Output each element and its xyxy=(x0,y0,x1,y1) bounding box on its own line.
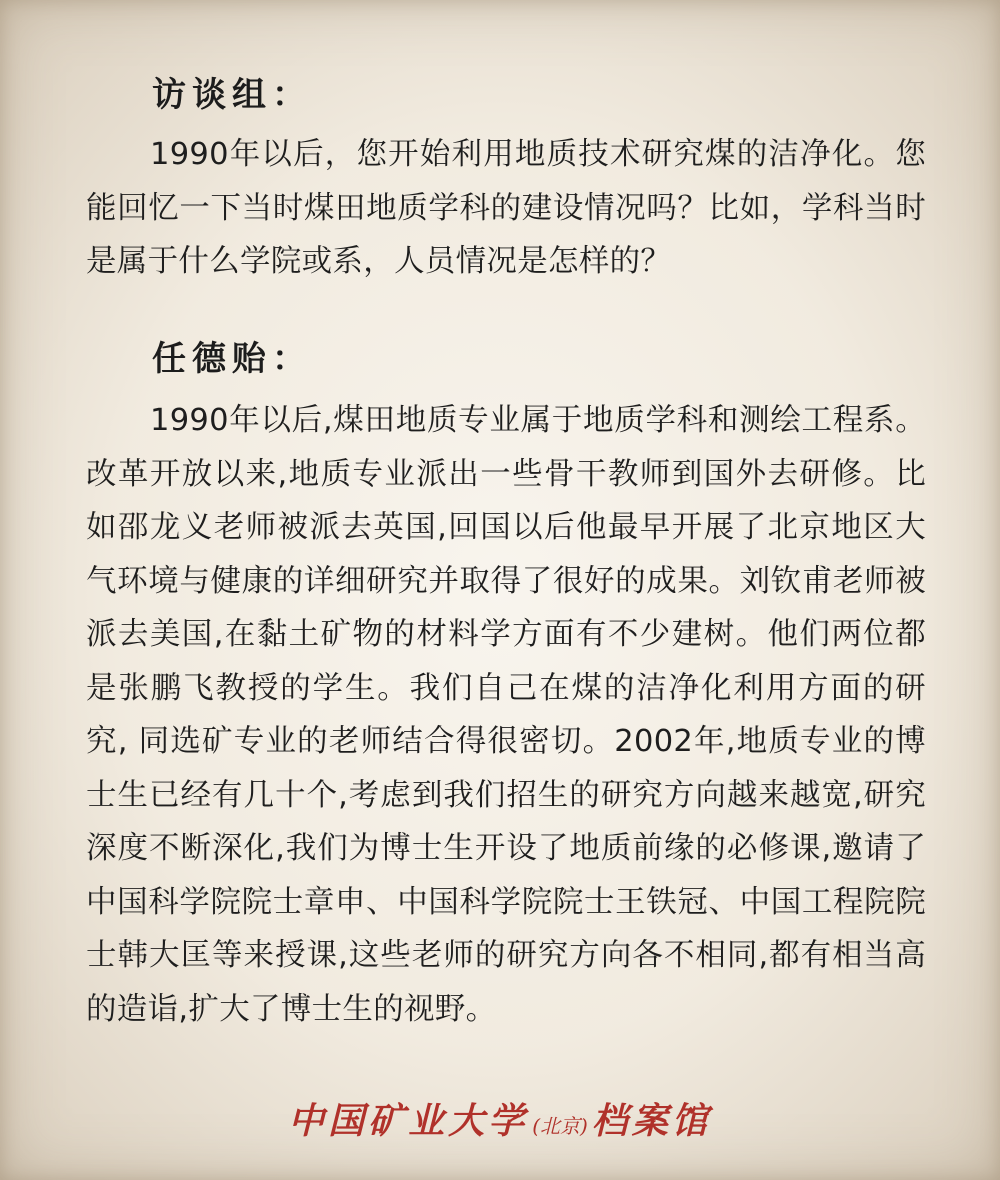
archive-signature xyxy=(0,1093,1000,1144)
footer-office: 档案馆 xyxy=(591,1100,712,1142)
interviewer-speaker-label: 访谈组： xyxy=(152,75,312,115)
footer-campus: (北京) xyxy=(532,1114,588,1138)
interviewer-question: 1990年以后，您开始利用地质技术研究煤的洁净化。您能回忆一下当时煤田地质学科的建设情况吗？比如，学科当时是属于什么学院或系，人员情况是怎样的？ xyxy=(86,137,926,279)
interviewee-answer: 1990年以后,煤田地质专业属于地质学科和测绘工程系。改革开放以来,地质专业派出一些骨干教师到国外去研修。比如邵龙义老师被派去英国,回国以后他最早开展了北京地区大气环境与健康的详细研究并取得了很好的成果。刘钦甫老师被派去美国,在黏土矿物的材料学方面有不少建树。他们两位都是张鹏飞教授的学生。我们自己在煤的洁净化利用方面的研究, 同选矿专业的老师结合得很密切。2002年,地质专业的博士生已经有几十个,考虑到我们招生的研究方向越来越宽,研究深度不断深化,我们为博士生开设了地质前缘的必修课,邀请了中国科学院院士章申、中国科学院院士王铁冠、中国工程院院士韩大匡等来授课,这些老师的研究方向各不相同,都有相当高的造诣,扩大了博士生的视野。 xyxy=(86,403,926,1027)
interviewee-speaker-label: 任德贻： xyxy=(152,339,312,379)
footer-institution: 中国矿业大学 xyxy=(288,1100,529,1142)
